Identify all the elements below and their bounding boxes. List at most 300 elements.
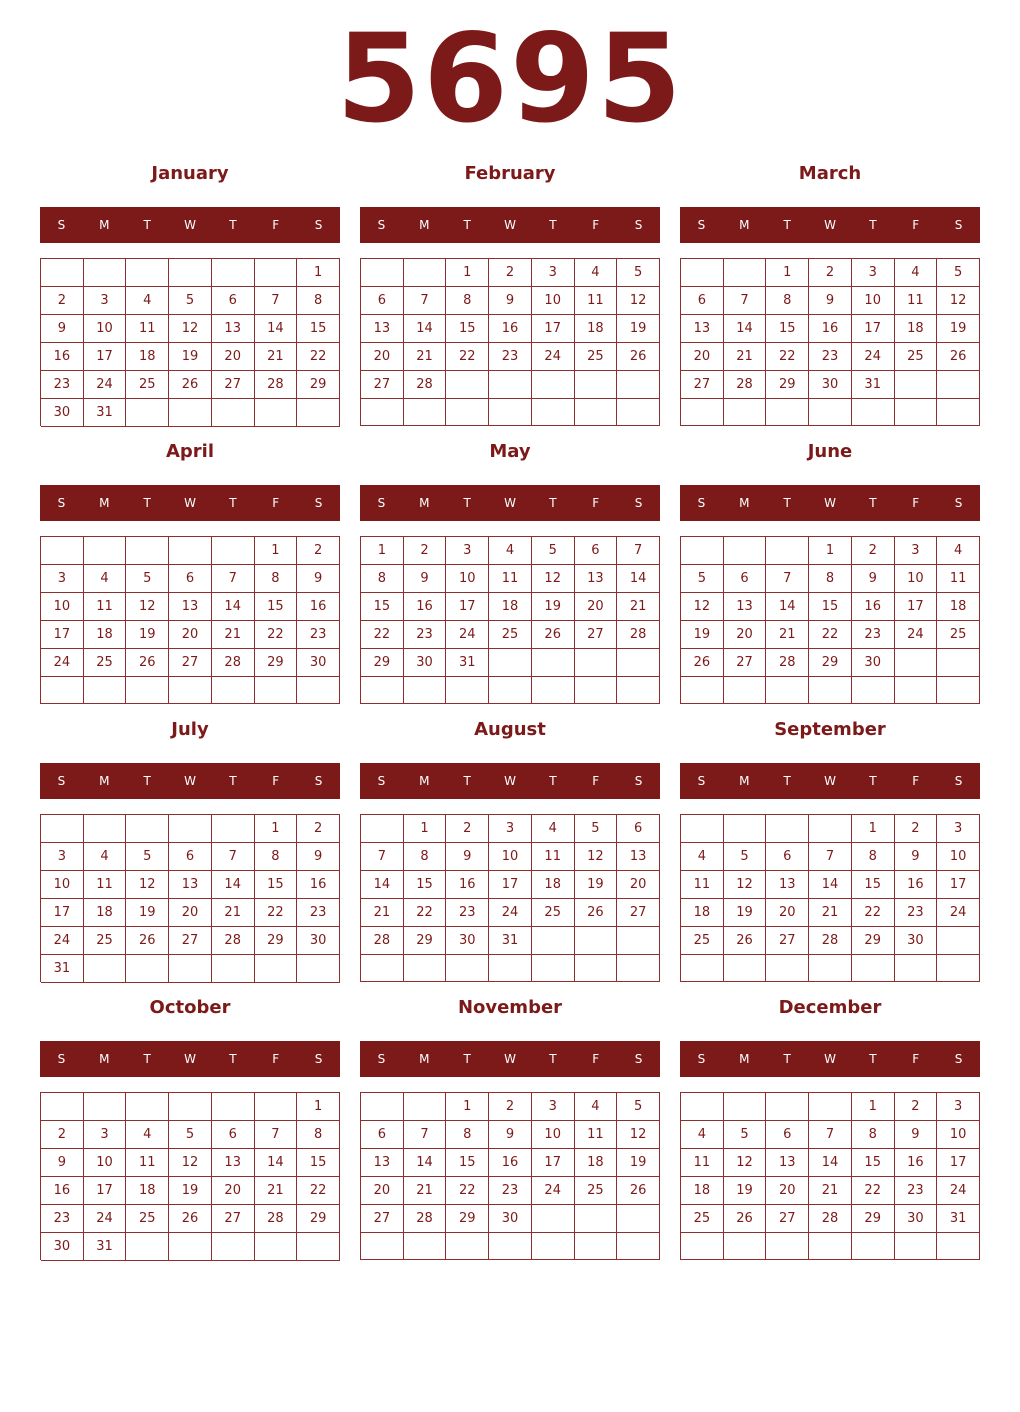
- empty-day-cell: [532, 649, 575, 677]
- day-cell: 17: [489, 871, 532, 899]
- day-cell: 26: [126, 649, 169, 677]
- weekday-label: W: [184, 1052, 196, 1066]
- day-cell: 16: [895, 1149, 938, 1177]
- day-cell: 27: [575, 621, 618, 649]
- day-cell: 5: [937, 259, 980, 287]
- day-cell: 11: [575, 1121, 618, 1149]
- day-cell: 24: [41, 927, 84, 955]
- day-cell: 27: [766, 927, 809, 955]
- day-cell: 16: [852, 593, 895, 621]
- day-cell: 6: [212, 1121, 255, 1149]
- day-cell: 10: [84, 1149, 127, 1177]
- day-cell: 16: [895, 871, 938, 899]
- day-cell: 13: [766, 1149, 809, 1177]
- weekday-label: S: [954, 496, 963, 510]
- weekday-label: T: [229, 774, 237, 788]
- month-june: [680, 440, 980, 710]
- day-cell: 9: [446, 843, 489, 871]
- weekday-label: S: [314, 774, 323, 788]
- day-cell: 10: [84, 315, 127, 343]
- month-name: March: [798, 163, 862, 184]
- day-cell: 28: [724, 371, 767, 399]
- empty-day-cell: [169, 677, 212, 704]
- day-cell: 29: [361, 649, 404, 677]
- day-cell: 15: [852, 871, 895, 899]
- weekday-label: S: [634, 1052, 643, 1066]
- empty-day-cell: [617, 1205, 660, 1233]
- empty-day-cell: [404, 677, 447, 704]
- weekday-label: W: [184, 496, 196, 510]
- day-cell: 3: [41, 565, 84, 593]
- day-cell: 30: [297, 927, 340, 955]
- day-cell: 17: [532, 315, 575, 343]
- weekday-header: [40, 763, 340, 799]
- empty-day-cell: [766, 955, 809, 982]
- day-cell: 4: [937, 537, 980, 565]
- empty-day-cell: [575, 1233, 618, 1260]
- day-cell: 8: [809, 565, 852, 593]
- day-cell: 7: [212, 843, 255, 871]
- day-cell: 8: [446, 287, 489, 315]
- empty-day-cell: [255, 677, 298, 704]
- empty-day-cell: [724, 259, 767, 287]
- day-cell: 11: [895, 287, 938, 315]
- day-cell: 26: [575, 899, 618, 927]
- day-cell: 18: [84, 899, 127, 927]
- day-cell: 30: [895, 927, 938, 955]
- empty-day-cell: [297, 399, 340, 427]
- day-cell: 18: [532, 871, 575, 899]
- empty-day-cell: [169, 537, 212, 565]
- empty-day-cell: [937, 649, 980, 677]
- day-cell: 19: [617, 1149, 660, 1177]
- empty-day-cell: [361, 677, 404, 704]
- day-cell: 22: [297, 1177, 340, 1205]
- day-cell: 27: [361, 1205, 404, 1233]
- day-cell: 3: [532, 1093, 575, 1121]
- day-cell: 18: [575, 315, 618, 343]
- day-cell: 25: [126, 371, 169, 399]
- day-cell: 1: [766, 259, 809, 287]
- weekday-label: S: [634, 496, 643, 510]
- day-cell: 11: [126, 315, 169, 343]
- day-cell: 2: [895, 1093, 938, 1121]
- day-cell: 3: [84, 287, 127, 315]
- day-grid: [360, 1092, 660, 1260]
- day-cell: 17: [41, 899, 84, 927]
- day-cell: 16: [297, 871, 340, 899]
- day-cell: 11: [532, 843, 575, 871]
- day-cell: 2: [297, 537, 340, 565]
- day-cell: 1: [297, 259, 340, 287]
- day-cell: 26: [724, 927, 767, 955]
- day-cell: 12: [724, 871, 767, 899]
- day-cell: 2: [297, 815, 340, 843]
- day-cell: 13: [681, 315, 724, 343]
- weekday-label: T: [869, 218, 877, 232]
- day-cell: 26: [724, 1205, 767, 1233]
- empty-day-cell: [169, 815, 212, 843]
- day-cell: 29: [852, 927, 895, 955]
- day-cell: 3: [446, 537, 489, 565]
- day-cell: 28: [766, 649, 809, 677]
- day-cell: 19: [169, 343, 212, 371]
- day-cell: 18: [489, 593, 532, 621]
- weekday-label: T: [229, 1052, 237, 1066]
- day-cell: 7: [617, 537, 660, 565]
- day-cell: 1: [446, 259, 489, 287]
- day-cell: 15: [255, 871, 298, 899]
- day-cell: 16: [41, 1177, 84, 1205]
- day-cell: 16: [41, 343, 84, 371]
- day-cell: 6: [169, 565, 212, 593]
- day-cell: 20: [169, 899, 212, 927]
- weekday-label: S: [57, 496, 66, 510]
- day-cell: 21: [724, 343, 767, 371]
- day-cell: 16: [809, 315, 852, 343]
- empty-day-cell: [126, 1233, 169, 1261]
- day-cell: 9: [404, 565, 447, 593]
- weekday-label: M: [739, 1052, 750, 1066]
- empty-day-cell: [937, 1233, 980, 1260]
- day-cell: 19: [681, 621, 724, 649]
- weekday-label: T: [869, 1052, 877, 1066]
- day-cell: 19: [532, 593, 575, 621]
- empty-day-cell: [532, 1233, 575, 1260]
- day-cell: 12: [575, 843, 618, 871]
- day-cell: 10: [937, 1121, 980, 1149]
- day-cell: 30: [404, 649, 447, 677]
- weekday-label: T: [549, 496, 557, 510]
- day-cell: 29: [446, 1205, 489, 1233]
- day-cell: 1: [809, 537, 852, 565]
- day-cell: 5: [169, 287, 212, 315]
- day-cell: 31: [41, 955, 84, 983]
- empty-day-cell: [681, 399, 724, 426]
- weekday-label: M: [99, 218, 110, 232]
- day-cell: 13: [212, 1149, 255, 1177]
- day-cell: 5: [532, 537, 575, 565]
- weekday-label: T: [229, 496, 237, 510]
- day-cell: 16: [404, 593, 447, 621]
- empty-day-cell: [361, 815, 404, 843]
- day-cell: 2: [895, 815, 938, 843]
- month-name: September: [774, 719, 886, 740]
- day-cell: 11: [681, 871, 724, 899]
- empty-day-cell: [404, 1233, 447, 1260]
- day-cell: 12: [126, 871, 169, 899]
- day-cell: 6: [766, 843, 809, 871]
- weekday-label: W: [504, 218, 516, 232]
- weekday-label: S: [57, 1052, 66, 1066]
- empty-day-cell: [446, 677, 489, 704]
- weekday-label: T: [229, 218, 237, 232]
- empty-day-cell: [575, 399, 618, 426]
- empty-day-cell: [404, 259, 447, 287]
- day-cell: 29: [297, 371, 340, 399]
- day-cell: 27: [766, 1205, 809, 1233]
- day-cell: 23: [41, 1205, 84, 1233]
- day-cell: 4: [681, 843, 724, 871]
- empty-day-cell: [361, 399, 404, 426]
- weekday-label: S: [314, 1052, 323, 1066]
- day-cell: 3: [937, 815, 980, 843]
- empty-day-cell: [297, 955, 340, 983]
- day-cell: 18: [575, 1149, 618, 1177]
- month-november: [360, 996, 660, 1266]
- empty-day-cell: [361, 955, 404, 982]
- day-cell: 12: [724, 1149, 767, 1177]
- day-cell: 28: [361, 927, 404, 955]
- day-cell: 22: [446, 1177, 489, 1205]
- day-cell: 4: [575, 259, 618, 287]
- weekday-label: M: [99, 774, 110, 788]
- day-grid: [360, 814, 660, 982]
- day-cell: 5: [724, 1121, 767, 1149]
- empty-day-cell: [575, 927, 618, 955]
- day-cell: 2: [404, 537, 447, 565]
- day-cell: 6: [766, 1121, 809, 1149]
- empty-day-cell: [575, 1205, 618, 1233]
- weekday-label: W: [824, 496, 836, 510]
- day-cell: 2: [852, 537, 895, 565]
- empty-day-cell: [681, 815, 724, 843]
- day-cell: 10: [41, 593, 84, 621]
- day-cell: 7: [255, 287, 298, 315]
- day-cell: 7: [766, 565, 809, 593]
- day-cell: 21: [255, 1177, 298, 1205]
- day-cell: 12: [169, 315, 212, 343]
- day-cell: 9: [895, 843, 938, 871]
- day-cell: 28: [809, 927, 852, 955]
- weekday-label: S: [697, 218, 706, 232]
- empty-day-cell: [617, 677, 660, 704]
- day-cell: 23: [809, 343, 852, 371]
- day-cell: 9: [41, 315, 84, 343]
- day-cell: 20: [575, 593, 618, 621]
- weekday-header: [680, 1041, 980, 1077]
- weekday-label: T: [143, 1052, 151, 1066]
- day-cell: 2: [809, 259, 852, 287]
- empty-day-cell: [852, 955, 895, 982]
- day-grid: [40, 1092, 340, 1260]
- day-cell: 20: [617, 871, 660, 899]
- empty-day-cell: [766, 1233, 809, 1260]
- day-cell: 2: [41, 1121, 84, 1149]
- day-cell: 9: [297, 843, 340, 871]
- day-cell: 25: [681, 1205, 724, 1233]
- day-cell: 15: [297, 315, 340, 343]
- day-cell: 28: [809, 1205, 852, 1233]
- empty-day-cell: [361, 1093, 404, 1121]
- day-cell: 15: [446, 315, 489, 343]
- day-cell: 26: [681, 649, 724, 677]
- empty-day-cell: [489, 677, 532, 704]
- day-cell: 3: [489, 815, 532, 843]
- weekday-label: S: [57, 218, 66, 232]
- weekday-label: T: [143, 774, 151, 788]
- day-cell: 28: [617, 621, 660, 649]
- day-cell: 29: [404, 927, 447, 955]
- day-cell: 7: [404, 287, 447, 315]
- day-cell: 26: [169, 371, 212, 399]
- weekday-header: [40, 207, 340, 243]
- day-cell: 25: [126, 1205, 169, 1233]
- empty-day-cell: [84, 677, 127, 704]
- day-cell: 7: [404, 1121, 447, 1149]
- weekday-label: S: [954, 1052, 963, 1066]
- day-cell: 8: [297, 287, 340, 315]
- day-cell: 31: [446, 649, 489, 677]
- empty-day-cell: [617, 371, 660, 399]
- weekday-label: S: [954, 218, 963, 232]
- empty-day-cell: [404, 1093, 447, 1121]
- weekday-label: T: [549, 218, 557, 232]
- day-cell: 18: [681, 899, 724, 927]
- day-cell: 9: [809, 287, 852, 315]
- empty-day-cell: [212, 955, 255, 983]
- day-cell: 28: [404, 1205, 447, 1233]
- weekday-label: F: [272, 1052, 280, 1066]
- weekday-label: T: [783, 496, 791, 510]
- weekday-label: M: [739, 218, 750, 232]
- day-cell: 14: [255, 1149, 298, 1177]
- day-cell: 15: [446, 1149, 489, 1177]
- day-cell: 27: [169, 927, 212, 955]
- month-april: [40, 440, 340, 710]
- empty-day-cell: [532, 1205, 575, 1233]
- day-cell: 15: [297, 1149, 340, 1177]
- weekday-header: [360, 763, 660, 799]
- empty-day-cell: [126, 1093, 169, 1121]
- weekday-label: S: [697, 774, 706, 788]
- empty-day-cell: [41, 1093, 84, 1121]
- empty-day-cell: [446, 399, 489, 426]
- day-cell: 11: [126, 1149, 169, 1177]
- day-cell: 17: [937, 1149, 980, 1177]
- day-cell: 13: [724, 593, 767, 621]
- day-cell: 15: [809, 593, 852, 621]
- day-grid: [360, 536, 660, 704]
- weekday-label: T: [463, 1052, 471, 1066]
- weekday-label: S: [377, 496, 386, 510]
- day-cell: 24: [41, 649, 84, 677]
- empty-day-cell: [809, 815, 852, 843]
- weekday-label: S: [634, 218, 643, 232]
- day-cell: 28: [255, 371, 298, 399]
- day-cell: 14: [724, 315, 767, 343]
- day-cell: 7: [724, 287, 767, 315]
- day-cell: 3: [84, 1121, 127, 1149]
- empty-day-cell: [169, 955, 212, 983]
- empty-day-cell: [617, 399, 660, 426]
- day-cell: 23: [297, 899, 340, 927]
- empty-day-cell: [361, 1233, 404, 1260]
- day-cell: 17: [84, 343, 127, 371]
- day-cell: 8: [446, 1121, 489, 1149]
- day-cell: 25: [489, 621, 532, 649]
- weekday-label: M: [419, 1052, 430, 1066]
- day-cell: 19: [126, 621, 169, 649]
- day-cell: 3: [852, 259, 895, 287]
- weekday-label: T: [869, 774, 877, 788]
- day-cell: 8: [852, 1121, 895, 1149]
- day-cell: 31: [84, 399, 127, 427]
- empty-day-cell: [41, 677, 84, 704]
- day-cell: 17: [937, 871, 980, 899]
- day-cell: 5: [169, 1121, 212, 1149]
- day-cell: 1: [297, 1093, 340, 1121]
- day-cell: 19: [937, 315, 980, 343]
- day-cell: 18: [937, 593, 980, 621]
- empty-day-cell: [809, 399, 852, 426]
- empty-day-cell: [895, 677, 938, 704]
- day-cell: 14: [766, 593, 809, 621]
- day-grid: [680, 814, 980, 982]
- day-cell: 20: [681, 343, 724, 371]
- weekday-label: F: [272, 774, 280, 788]
- empty-day-cell: [724, 1093, 767, 1121]
- day-cell: 25: [575, 1177, 618, 1205]
- day-cell: 24: [937, 1177, 980, 1205]
- empty-day-cell: [41, 259, 84, 287]
- weekday-label: F: [912, 496, 920, 510]
- day-cell: 23: [895, 1177, 938, 1205]
- day-cell: 29: [809, 649, 852, 677]
- day-cell: 13: [361, 1149, 404, 1177]
- day-cell: 10: [895, 565, 938, 593]
- day-cell: 12: [126, 593, 169, 621]
- day-cell: 1: [852, 1093, 895, 1121]
- weekday-label: M: [99, 496, 110, 510]
- empty-day-cell: [489, 1233, 532, 1260]
- day-cell: 4: [575, 1093, 618, 1121]
- day-cell: 25: [937, 621, 980, 649]
- empty-day-cell: [446, 371, 489, 399]
- day-cell: 10: [532, 287, 575, 315]
- day-cell: 28: [212, 927, 255, 955]
- day-cell: 14: [809, 1149, 852, 1177]
- day-cell: 7: [361, 843, 404, 871]
- day-cell: 28: [212, 649, 255, 677]
- day-cell: 20: [766, 899, 809, 927]
- day-cell: 21: [617, 593, 660, 621]
- day-grid: [40, 814, 340, 982]
- empty-day-cell: [169, 1093, 212, 1121]
- day-cell: 24: [532, 1177, 575, 1205]
- day-cell: 7: [809, 843, 852, 871]
- empty-day-cell: [766, 1093, 809, 1121]
- day-cell: 24: [489, 899, 532, 927]
- day-cell: 25: [575, 343, 618, 371]
- empty-day-cell: [489, 955, 532, 982]
- weekday-label: S: [377, 774, 386, 788]
- empty-day-cell: [169, 1233, 212, 1261]
- day-cell: 25: [532, 899, 575, 927]
- empty-day-cell: [489, 649, 532, 677]
- weekday-label: T: [143, 496, 151, 510]
- day-cell: 17: [446, 593, 489, 621]
- empty-day-cell: [895, 649, 938, 677]
- empty-day-cell: [617, 927, 660, 955]
- weekday-label: T: [783, 1052, 791, 1066]
- day-cell: 27: [681, 371, 724, 399]
- day-cell: 13: [575, 565, 618, 593]
- weekday-label: W: [824, 774, 836, 788]
- empty-day-cell: [84, 1093, 127, 1121]
- empty-day-cell: [446, 1233, 489, 1260]
- day-cell: 2: [446, 815, 489, 843]
